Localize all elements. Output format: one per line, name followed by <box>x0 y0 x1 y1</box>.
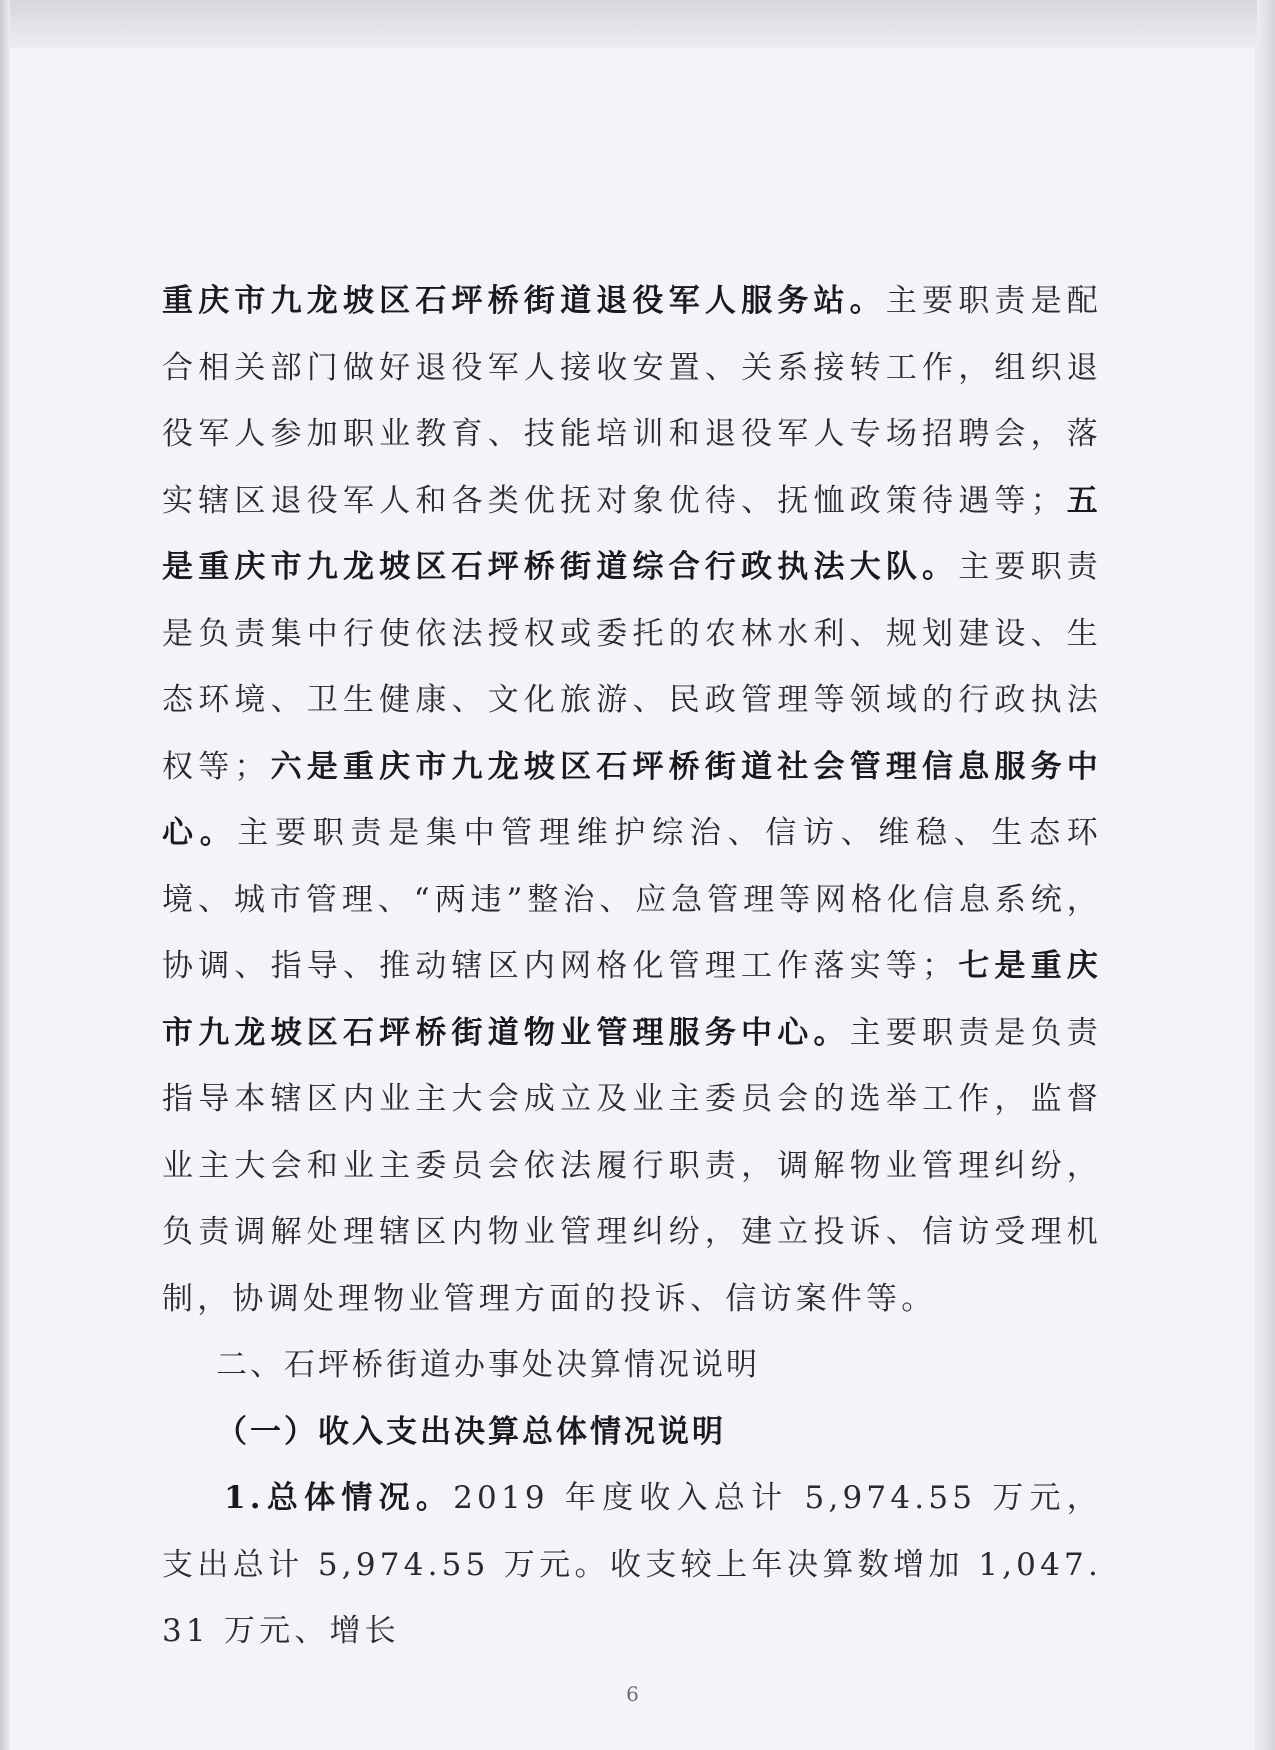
text-veterans-duties: 主要职责是配合相关部门做好退役军人接收安置、关系接转工作，组织退役军人参加职业教育、技能培训和退役军人专场招聘会，落实辖区退役军人和各类优抚对象优待、抚恤政策待遇等； <box>162 283 1103 519</box>
paragraph-overall <box>162 1465 1102 1665</box>
section-heading: 二、石坪桥街道办事处决算情况说明 <box>216 1347 760 1383</box>
text-info-service-duties: 主要职责是集中管理维护综治、信访、维稳、生态环境、城市管理、“两违”整治、应急管理等网格化信息系统，协调、指导、推动辖区内网格化管理工作落实等； <box>162 815 1102 984</box>
text-law-enforcement-duties: 主要职责是负责集中行使依法授权或委托的农林水利、规划建设、生态环境、卫生健康、文化旅游、民政管理等领域的行政执法权等； <box>162 549 1102 785</box>
text-property-service-duties: 主要职责是负责指导本辖区内业主大会成立及业主委员会的选举工作，监督业主大会和业主委员会依法履行职责，调解物业管理纠纷，负责调解处理辖区内物业管理纠纷，建立投诉、信访受理机制，协调处理物业管理方面的投诉、信访案件等。 <box>162 1014 1102 1317</box>
bold-lead-overall: 1.总体情况。 <box>224 1480 454 1516</box>
document-page <box>10 48 1255 1750</box>
bold-lead-veterans-station: 重庆市九龙坡区石坪桥街道退役军人服务站。 <box>162 283 886 319</box>
page-number: 6 <box>626 1682 639 1706</box>
bold-property-service-center: 七是重庆市九龙坡区石坪桥街道物业管理服务中心。 <box>162 948 1102 1051</box>
scan-edge-left <box>0 0 10 1750</box>
bold-law-enforcement-brigade: 五是重庆市九龙坡区石坪桥街道综合行政执法大队。 <box>162 482 1103 585</box>
text-overall: 2019 年度收入总计 5,974.55 万元，支出总计 5,974.55 万元。收支较上年决算数增加 1,047.31 万元、增长 <box>162 1480 1102 1649</box>
paragraph-duties <box>162 268 1102 1332</box>
scan-edge-top <box>0 0 1275 48</box>
scan-edge-right <box>1257 0 1275 1750</box>
bold-info-service-center: 六是重庆市九龙坡区石坪桥街道社会管理信息服务中心。 <box>162 748 1102 851</box>
subsection-heading: （一）收入支出决算总体情况说明 <box>216 1413 726 1450</box>
document-body <box>162 268 1102 1665</box>
